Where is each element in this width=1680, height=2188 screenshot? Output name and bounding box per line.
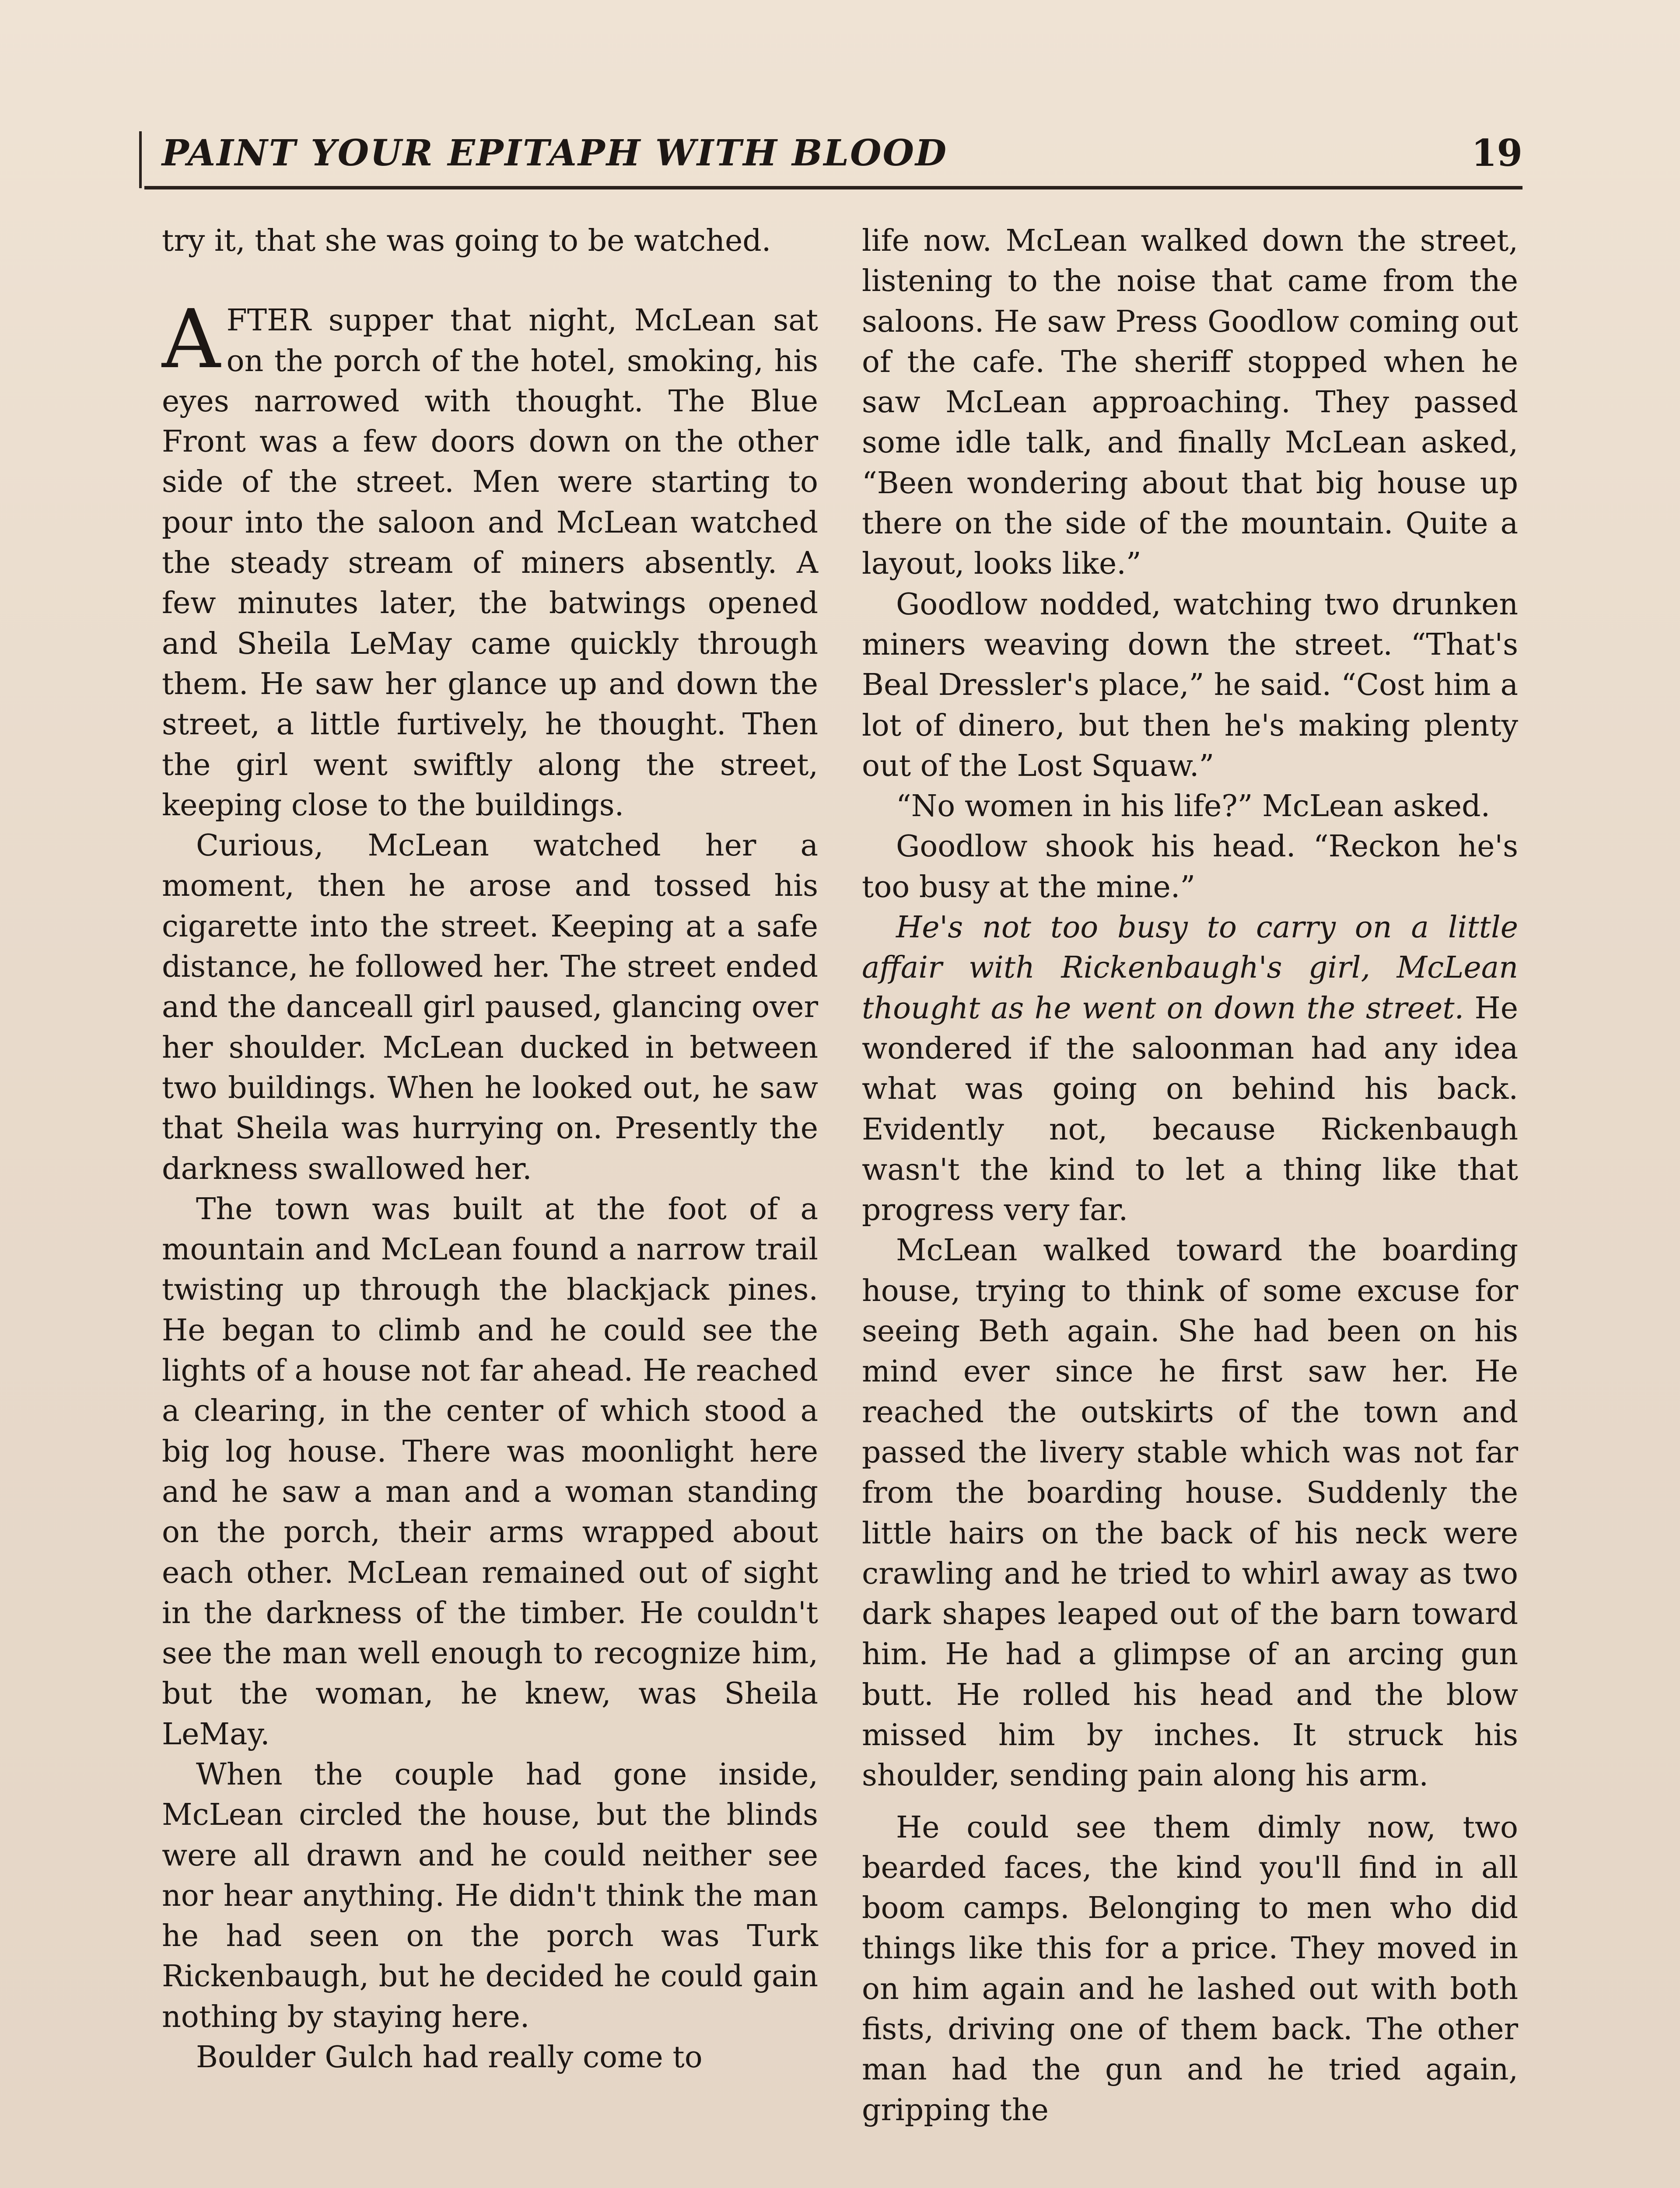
left-column: [162, 221, 818, 2078]
italic-thought: He's not too busy to carry on a little affair with Rickenbaugh's girl, McLean thought as he went on down the street.: [862, 910, 1518, 1026]
paragraph: McLean walked toward the boarding house, trying to think of some excuse for seeing Beth again. She had been on his mind ever since he first saw her. He reached the outskirts of the town and passed the livery stable which was not far from the boarding house. Suddenly the little hairs on the back of his neck were crawling and he tried to whirl away as two dark shapes leaped out of the barn toward him. He had a glimpse of an arcing gun butt. He rolled his head and the blow missed him by inches. It struck his shoulder, sending pain along his arm.: [862, 1233, 1518, 1793]
paragraph: The town was built at the foot of a mountain and McLean found a narrow trail twisting up through the blackjack pines. He began to climb and he could see the lights of a house not far ahead. He reached a clearing, in the center of which stood a big log house. There was moonlight here and he saw a man and a woman standing on the porch, their arms wrapped about each other. McLean remained out of sight in the darkness of the timber. He couldn't see the man well enough to recognize him, but the woman, he knew, was Sheila LeMay.: [162, 1192, 818, 1752]
margin-mark: [139, 131, 142, 188]
paragraph: try it, that she was going to be watched.: [162, 224, 771, 258]
paragraph-text: FTER supper that night, McLean sat on the porch of the hotel, smoking, his eyes narrowed with thought. The Blue Front was a few doors down on the other side of the street. Men were starting to pour into the saloon and McLean watched the steady stream of miners absently. A few minutes later, the batwings opened and Sheila LeMay came quickly through them. He saw her glance up and down the street, a little furtively, he thought. Then the girl went swiftly along the street, keeping close to the buildings.: [162, 303, 818, 823]
paragraph: life now. McLean walked down the street, listening to the noise that came from the saloons. He saw Press Goodlow coming out of the cafe. The sheriff stopped when he saw McLean approaching. They passed some idle talk, and finally McLean asked, “Been wondering about that big house up there on the side of the mountain. Quite a layout, looks like.”: [862, 224, 1518, 582]
paragraph: Goodlow shook his head. “Reckon he's too busy at the mine.”: [862, 829, 1518, 905]
paragraph-dropcap: [162, 292, 818, 826]
drop-cap: A: [162, 292, 220, 387]
paragraph: Curious, McLean watched her a moment, then he arose and tossed his cigarette into the street. Keeping at a safe distance, he followed her. The street ended and the danceall girl paused, glancing over her shoulder. McLean ducked in between two buildings. When he looked out, he saw that Sheila was hurrying on. Presently the darkness swallowed her.: [162, 828, 818, 1186]
paragraph: Goodlow nodded, watching two drunken miners weaving down the street. “That's Beal Dressler's place,” he said. “Cost him a lot of dinero, but then he's making plenty out of the Lost Squaw.”: [862, 587, 1518, 783]
page-number: 19: [1471, 131, 1522, 175]
paragraph-text: He wondered if the saloonman had any idea what was going on behind his back. Evidently not, because Rickenbaugh wasn't the kind to let a thing like that progress very far.: [862, 991, 1518, 1228]
story-title: PAINT YOUR EPITAPH WITH BLOOD: [162, 132, 948, 174]
right-column: [862, 221, 1518, 2131]
paragraph: He could see them dimly now, two bearded faces, the kind you'll find in all boom camps. Belonging to men who did things like this for a price. They moved in on him again and he lashed out with both fists, driving one of them back. The other man had the gun and he tried again, gripping the: [862, 1810, 1518, 2128]
header-rule: [144, 186, 1522, 189]
paragraph: Boulder Gulch had really come to: [196, 2040, 703, 2075]
paragraph: When the couple had gone inside, McLean circled the house, but the blinds were all drawn and he could neither see nor hear anything. He didn't think the man he had seen on the porch was Turk Rickenbaugh, but he decided he could gain nothing by staying here.: [162, 1757, 818, 2034]
paragraph: “No women in his life?” McLean asked.: [896, 789, 1491, 824]
running-header: [162, 127, 1522, 188]
paragraph-mixed: [862, 908, 1518, 1231]
